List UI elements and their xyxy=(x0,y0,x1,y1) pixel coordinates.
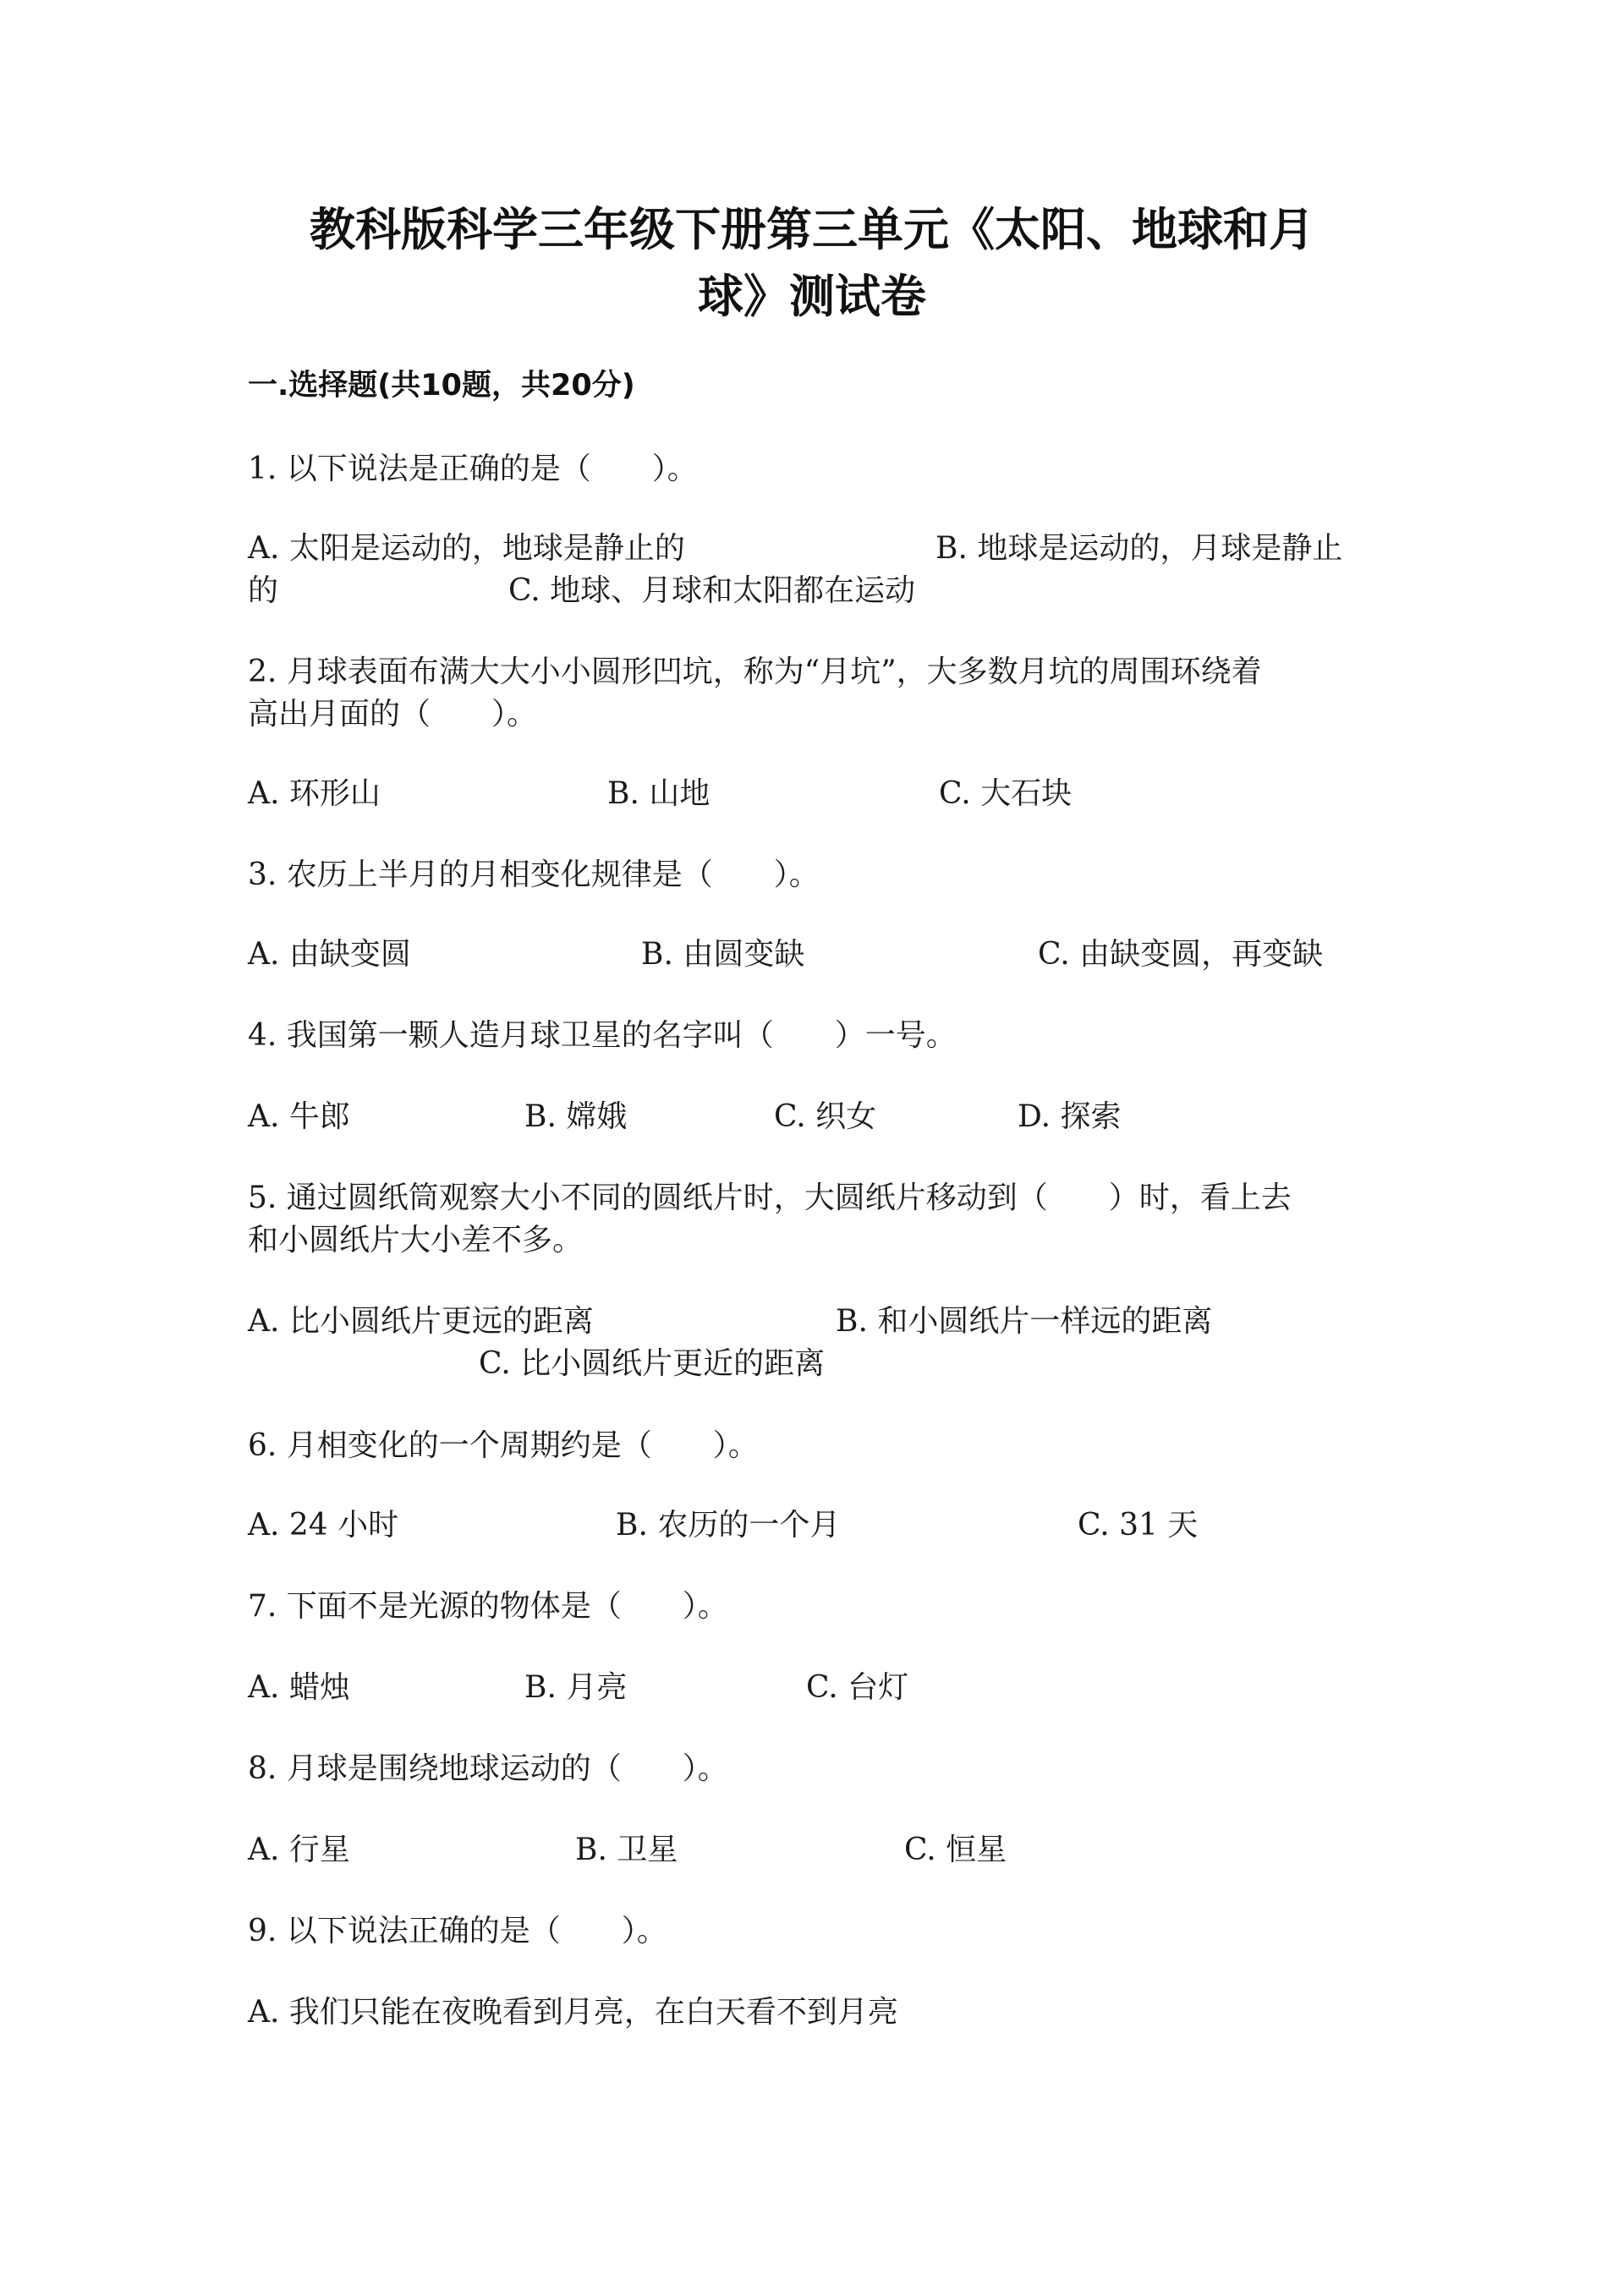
question-8-option-c: C. 恒星 xyxy=(904,1833,1007,1867)
question-4-option-c: C. 织女 xyxy=(774,1099,877,1134)
question-3-option-a: A. 由缺变圆 xyxy=(248,937,411,972)
question-1-stem: 1. 以下说法是正确的是（ ）。 xyxy=(248,452,698,486)
question-4-option-d: D. 探索 xyxy=(1018,1099,1122,1134)
question-6-option-a: A. 24 小时 xyxy=(248,1508,399,1543)
question-2-option-b: B. 山地 xyxy=(607,776,710,811)
question-2-option-a: A. 环形山 xyxy=(248,776,381,811)
question-3-option-b: B. 由圆变缺 xyxy=(641,937,805,972)
question-7-option-b: B. 月亮 xyxy=(524,1670,628,1705)
question-5-stem-line-1: 5. 通过圆纸筒观察大小不同的圆纸片时，大圆纸片移动到（ ）时，看上去 xyxy=(248,1181,1292,1215)
question-1-option-a: A. 太阳是运动的，地球是静止的 xyxy=(248,531,685,566)
page-title-line-1: 教科版科学三年级下册第三单元《太阳、地球和月 xyxy=(310,203,1314,256)
question-1-option-b: B. 地球是运动的，月球是静止 xyxy=(935,531,1343,566)
question-9-option-a: A. 我们只能在夜晚看到月亮，在白天看不到月亮 xyxy=(248,1995,898,2030)
question-5-option-a: A. 比小圆纸片更远的距离 xyxy=(248,1304,594,1339)
question-5-option-b: B. 和小圆纸片一样远的距离 xyxy=(836,1304,1213,1339)
question-6-option-b: B. 农历的一个月 xyxy=(616,1508,841,1543)
question-2-stem-line-2: 高出月面的（ ）。 xyxy=(248,697,538,732)
question-7-option-a: A. 蜡烛 xyxy=(248,1670,350,1705)
question-7-stem: 7. 下面不是光源的物体是（ ）。 xyxy=(248,1589,728,1624)
question-9-stem: 9. 以下说法正确的是（ ）。 xyxy=(248,1914,667,1948)
section-heading: 一.选择题(共10题，共20分) xyxy=(248,369,635,403)
question-3-option-c: C. 由缺变圆，再变缺 xyxy=(1038,937,1324,972)
question-2-option-c: C. 大石块 xyxy=(939,776,1073,811)
question-8-option-b: B. 卫星 xyxy=(575,1833,678,1867)
question-4-option-b: B. 嫦娥 xyxy=(524,1099,628,1134)
page-title-line-2: 球》测试卷 xyxy=(698,270,926,323)
question-5-stem-line-2: 和小圆纸片大小差不多。 xyxy=(248,1223,584,1258)
question-3-stem: 3. 农历上半月的月相变化规律是（ ）。 xyxy=(248,858,820,892)
question-5-option-c: C. 比小圆纸片更近的距离 xyxy=(479,1346,826,1381)
question-8-option-a: A. 行星 xyxy=(248,1833,350,1867)
question-7-option-c: C. 台灯 xyxy=(806,1670,909,1705)
question-8-stem: 8. 月球是围绕地球运动的（ ）。 xyxy=(248,1751,728,1786)
question-4-stem: 4. 我国第一颗人造月球卫星的名字叫（ ）一号。 xyxy=(248,1018,957,1053)
question-1-option-b-continued: 的 xyxy=(248,573,279,608)
question-1-option-c: C. 地球、月球和太阳都在运动 xyxy=(508,573,916,608)
question-2-stem-line-1: 2. 月球表面布满大大小小圆形凹坑，称为“月坑”，大多数月坑的周围环绕着 xyxy=(248,655,1262,689)
question-6-option-c: C. 31 天 xyxy=(1078,1508,1199,1543)
question-4-option-a: A. 牛郎 xyxy=(248,1099,350,1134)
question-6-stem: 6. 月相变化的一个周期约是（ ）。 xyxy=(248,1428,759,1463)
